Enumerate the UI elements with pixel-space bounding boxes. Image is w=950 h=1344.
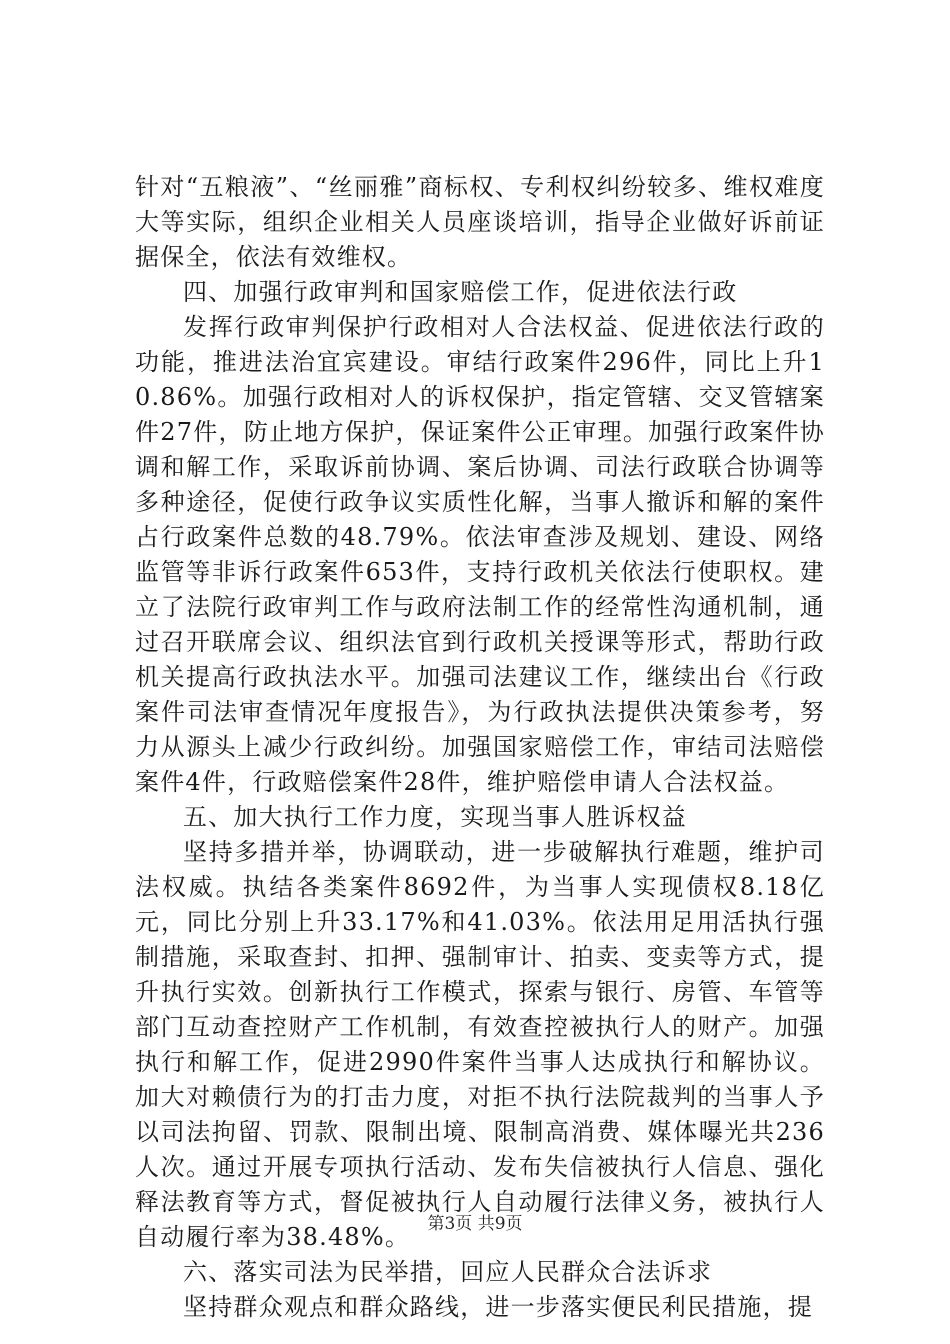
paragraph-continuation: 针对“五粮液”、“丝丽雅”商标权、专利权纠纷较多、维权难度大等实际，组织企业相关人员座谈培训，指导企业做好诉前证据保全，依法有效维权。	[135, 173, 825, 271]
paragraph-justice-for-people: 坚持群众观点和群众路线，进一步落实便民利民措施，提	[183, 1293, 813, 1321]
section-heading-6: 六、落实司法为民举措，回应人民群众合法诉求	[183, 1258, 713, 1286]
section-heading-5: 五、加大执行工作力度，实现当事人胜诉权益	[183, 803, 687, 831]
paragraph-administrative-trial: 发挥行政审判保护行政相对人合法权益、促进依法行政的功能，推进法治宜宾建设。审结行政案件296件，同比上升10.86%。加强行政相对人的诉权保护，指定管辖、交叉管辖案件27件，防止地方保护，保证案件公正审理。加强行政案件协调和解工作，采取诉前协调、案后协调、司法行政联合协调等多种途径，促使行政争议实质性化解，当事人撤诉和解的案件占行政案件总数的48.79%。依法审查涉及规划、建设、网络监管等非诉行政案件653件，支持行政机关依法行使职权。建立了法院行政审判工作与政府法制工作的经常性沟通机制，通过召开联席会议、组织法官到行政机关授课等形式，帮助行政机关提高行政执法水平。加强司法建议工作，继续出台《行政案件司法审查情况年度报告》，为行政执法提供决策参考，努力从源头上减少行政纠纷。加强国家赔偿工作，审结司法赔偿案件4件，行政赔偿案件28件，维护赔偿申请人合法权益。	[135, 313, 825, 796]
page-footer: 第3页 共9页	[427, 1214, 523, 1234]
section-heading-4: 四、加强行政审判和国家赔偿工作，促进依法行政	[183, 278, 738, 306]
paragraph-enforcement: 坚持多措并举，协调联动，进一步破解执行难题，维护司法权威。执结各类案件8692件，为当事人实现债权8.18亿元，同比分别上升33.17%和41.03%。依法用足用活执行强制措施，采取查封、扣押、强制审计、拍卖、变卖等方式，提升执行实效。创新执行工作模式，探索与银行、房管、车管等部门互动查控财产工作机制，有效查控被执行人的财产。加强执行和解工作，促进2990件案件当事人达成执行和解协议。加大对赖债行为的打击力度，对拒不执行法院裁判的当事人予以司法拘留、罚款、限制出境、限制高消费、媒体曝光共236人次。通过开展专项执行活动、发布失信被执行人信息、强化释法教育等方式，督促被执行人自动履行法律义务，被执行人自动履行率为38.48%。	[135, 838, 825, 1251]
document-body	[135, 170, 825, 1325]
